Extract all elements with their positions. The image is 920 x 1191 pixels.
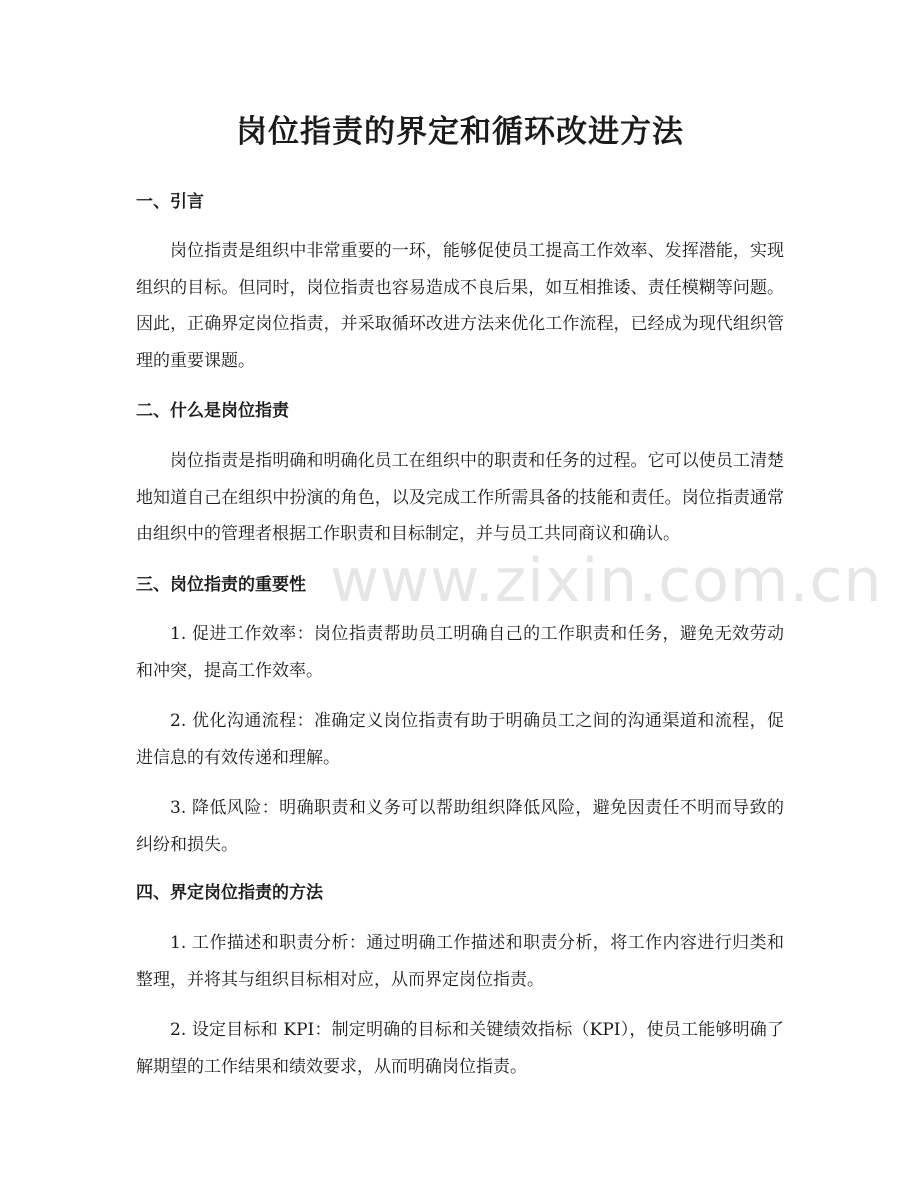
paragraph-definition: 岗位指责是指明确和明确化员工在组织中的职责和任务的过程。它可以使员工清楚地知道自己在组织中扮演的角色，以及完成工作所需具备的技能和责任。岗位指责通常由组织中的管理者根据工作职责和目标制定，并与员工共同商议和确认。: [136, 451, 784, 544]
list-item-method-2: 2. 设定目标和 KPI：制定明确的目标和关键绩效指标（KPI），使员工能够明确了解期望的工作结果和绩效要求，从而明确岗位指责。: [136, 1020, 784, 1077]
paragraph-introduction: 岗位指责是组织中非常重要的一环，能够促使员工提高工作效率、发挥潜能，实现组织的目标。但同时，岗位指责也容易造成不良后果，如互相推诿、责任模糊等问题。因此，正确界定岗位指责，并采取循环改进方法来优化工作流程，已经成为现代组织管理的重要课题。: [136, 241, 784, 371]
section-heading-definition: 二、什么是岗位指责: [136, 401, 289, 421]
list-item-importance-3: 3. 降低风险：明确职责和义务可以帮助组织降低风险，避免因责任不明而导致的纠纷和损失。: [136, 798, 784, 855]
list-item-method-1: 1. 工作描述和职责分析：通过明确工作描述和职责分析，将工作内容进行归类和整理，并将其与组织目标相对应，从而界定岗位指责。: [136, 933, 784, 990]
watermark-text: www.zixin.com.cn: [330, 546, 883, 616]
section-heading-importance: 三、岗位指责的重要性: [136, 575, 306, 595]
list-item-importance-2: 2. 优化沟通流程：准确定义岗位指责有助于明确员工之间的沟通渠道和流程，促进信息的有效传递和理解。: [136, 711, 784, 768]
section-heading-methods: 四、界定岗位指责的方法: [136, 883, 323, 903]
document-title: 岗位指责的界定和循环改进方法: [236, 114, 684, 150]
section-heading-introduction: 一、引言: [136, 192, 204, 212]
list-item-importance-1: 1. 促进工作效率：岗位指责帮助员工明确自己的工作职责和任务，避免无效劳动和冲突，提高工作效率。: [136, 624, 784, 681]
